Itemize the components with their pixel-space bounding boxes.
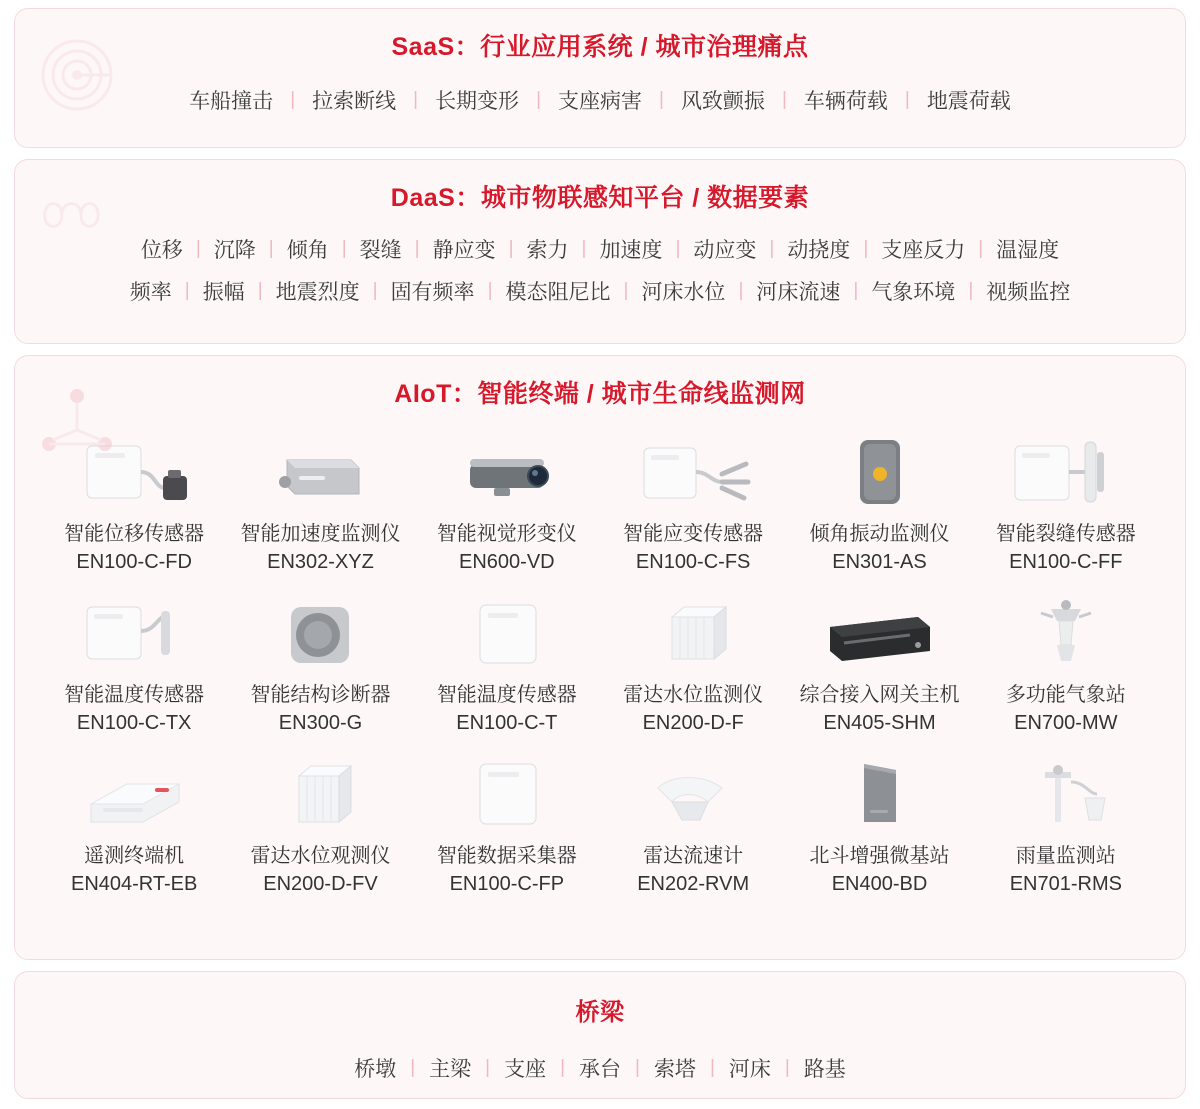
divider: | [853,280,859,301]
saas-item: 长期变形 [435,90,520,113]
aiot-title [15,374,1185,410]
device-name: 雷达水位监测仪 [623,683,764,706]
bridge-item: 索塔 [653,1058,696,1081]
device-card[interactable] [227,585,413,738]
device-model: EN100-C-FS [635,551,751,574]
device-model: EN200-D-F [642,712,744,735]
daas-title-prefix: DaaS： [390,184,481,212]
bridge-panel [14,971,1186,1099]
device-grid [15,424,1185,898]
daas-item: 支座反力 [881,239,966,262]
device-card[interactable] [600,746,786,899]
aiot-panel [14,355,1186,960]
device-name: 多功能气象站 [1005,683,1126,706]
divider: | [290,89,296,110]
device-model: EN100-C-FP [449,872,565,895]
daas-item: 固有频率 [390,281,475,304]
device-name: 智能温度传感器 [64,683,205,706]
device-model: EN100-C-T [456,712,558,735]
device-card[interactable] [41,746,227,899]
saas-item: 拉索断线 [312,90,397,113]
divider: | [738,280,744,301]
divider: | [268,238,274,259]
device-card[interactable] [414,585,600,738]
radar-flow-meter-icon [618,746,768,842]
saas-item: 支座病害 [558,90,642,113]
daas-item: 河床水位 [641,281,726,304]
daas-item: 索力 [526,239,569,262]
aiot-title-prefix: AIoT： [394,380,478,408]
aiot-title-text: 智能终端 / 城市生命线监测网 [477,380,806,408]
device-name: 综合接入网关主机 [799,683,960,706]
divider: | [257,280,263,301]
divider: | [781,89,787,110]
device-card[interactable] [41,585,227,738]
acceleration-monitor-icon [245,424,395,520]
divider: | [536,89,541,110]
device-card[interactable] [41,424,227,577]
saas-item: 风致颤振 [680,90,765,113]
device-card[interactable] [227,424,413,577]
divider: | [623,280,629,301]
bridge-item: 主梁 [429,1058,472,1081]
divider: | [659,89,664,110]
divider: | [675,238,681,259]
structure-diagnoser-icon [245,585,395,681]
daas-item: 裂缝 [359,239,402,262]
vision-camera-icon [432,424,582,520]
radar-water-observer-icon [245,746,395,842]
device-model: EN404-RT-EB [70,872,198,895]
saas-item: 车辆荷载 [803,90,888,113]
divider: | [413,89,419,110]
device-card[interactable] [786,746,972,899]
device-model: EN202-RVM [637,872,750,895]
divider: | [581,238,587,259]
bridge-item: 承台 [579,1058,621,1081]
daas-item: 模态阻尼比 [505,281,611,304]
daas-title [15,178,1185,214]
divider: | [487,280,493,301]
daas-item-list-row1 [15,234,1185,264]
device-name: 遥测终端机 [84,844,185,867]
divider: | [904,89,910,110]
device-card[interactable] [600,585,786,738]
device-name: 智能数据采集器 [436,844,577,867]
saas-title-prefix: SaaS： [391,33,481,61]
bridge-item: 路基 [803,1058,846,1081]
divider: | [184,280,190,301]
device-model: EN700-MW [1014,712,1118,735]
daas-item: 视频监控 [986,281,1071,304]
device-model: EN701-RMS [1009,872,1122,895]
radar-water-level-icon [618,585,768,681]
divider: | [414,238,420,259]
gateway-host-icon [804,585,954,681]
daas-item: 地震烈度 [275,281,360,304]
device-name: 倾角振动监测仪 [809,523,950,545]
strain-sensor-icon [618,424,768,520]
temperature-panel-icon [432,585,582,681]
divider: | [485,1057,491,1078]
device-name: 北斗增强微基站 [809,844,950,867]
temperature-sensor-icon [59,585,209,681]
bridge-item: 桥墩 [354,1058,397,1081]
device-model: EN301-AS [832,551,927,574]
device-card[interactable] [227,746,413,899]
divider: | [784,1057,790,1078]
divider: | [635,1057,640,1078]
divider: | [410,1057,416,1078]
device-card[interactable] [414,424,600,577]
device-model: EN302-XYZ [267,551,374,574]
tilt-vibration-monitor-icon [804,424,954,520]
daas-item: 动应变 [693,239,757,262]
device-name: 智能位移传感器 [64,523,205,545]
daas-title-text: 城市物联感知平台 / 数据要素 [480,184,810,212]
saas-title [15,27,1185,63]
daas-item-list-row2 [15,276,1185,306]
daas-item: 倾角 [286,239,329,262]
daas-item: 加速度 [599,239,663,262]
device-model: EN300-G [278,712,363,735]
device-name: 智能应变传感器 [623,523,764,545]
bridge-title: 桥梁 [575,999,625,1026]
divider: | [769,238,775,259]
divider: | [709,1057,715,1078]
telemetry-terminal-icon [59,746,209,842]
bridge-item-list [15,1053,1185,1083]
device-model: EN100-C-FD [76,551,192,574]
weather-station-icon [991,585,1141,681]
device-name: 智能温度传感器 [436,683,577,706]
device-name: 雨量监测站 [1015,844,1116,867]
daas-item: 沉降 [213,239,256,262]
daas-item: 河床流速 [756,281,841,304]
divider: | [508,238,514,259]
rain-gauge-station-icon [991,746,1141,842]
divider: | [195,238,201,259]
daas-item: 振幅 [202,281,245,304]
daas-item: 气象环境 [871,281,956,304]
device-card[interactable] [414,746,600,899]
divider: | [372,280,378,301]
daas-panel [14,159,1186,344]
divider: | [560,1057,565,1078]
divider: | [968,280,974,301]
device-model: EN100-C-FF [1009,551,1123,574]
device-name: 雷达水位观测仪 [250,844,391,867]
saas-item-list [15,85,1185,115]
bridge-item: 支座 [504,1058,547,1081]
divider: | [341,238,347,259]
displacement-sensor-icon [59,424,209,520]
daas-item: 温湿度 [996,239,1060,262]
device-name: 智能加速度监测仪 [240,523,401,545]
device-model: EN405-SHM [823,712,936,735]
device-name: 智能视觉形变仪 [436,523,577,545]
saas-panel [14,8,1186,148]
beidou-micro-station-icon [804,746,954,842]
daas-item: 动挠度 [787,239,851,262]
device-name: 智能裂缝传感器 [995,523,1136,545]
device-model: EN400-BD [831,872,928,895]
bridge-item: 河床 [728,1058,771,1081]
data-collector-icon [432,746,582,842]
device-card[interactable] [600,424,786,577]
device-card[interactable] [973,424,1159,577]
saas-item: 车船撞击 [189,90,274,113]
device-card[interactable] [973,585,1159,738]
daas-item: 位移 [140,239,183,262]
device-card[interactable] [973,746,1159,899]
device-card[interactable] [786,585,972,738]
saas-item: 地震荷载 [926,90,1011,113]
daas-item: 静应变 [432,239,496,262]
divider: | [978,238,984,259]
device-name: 雷达流速计 [643,844,744,867]
device-model: EN600-VD [459,551,555,574]
device-model: EN200-D-FV [263,872,378,895]
daas-item: 频率 [129,281,172,304]
device-card[interactable] [786,424,972,577]
device-name: 智能结构诊断器 [250,683,391,706]
device-model: EN100-C-TX [76,712,192,735]
divider: | [863,238,869,259]
crack-sensor-icon [991,424,1141,520]
saas-title-text: 行业应用系统 / 城市治理痛点 [480,33,809,61]
